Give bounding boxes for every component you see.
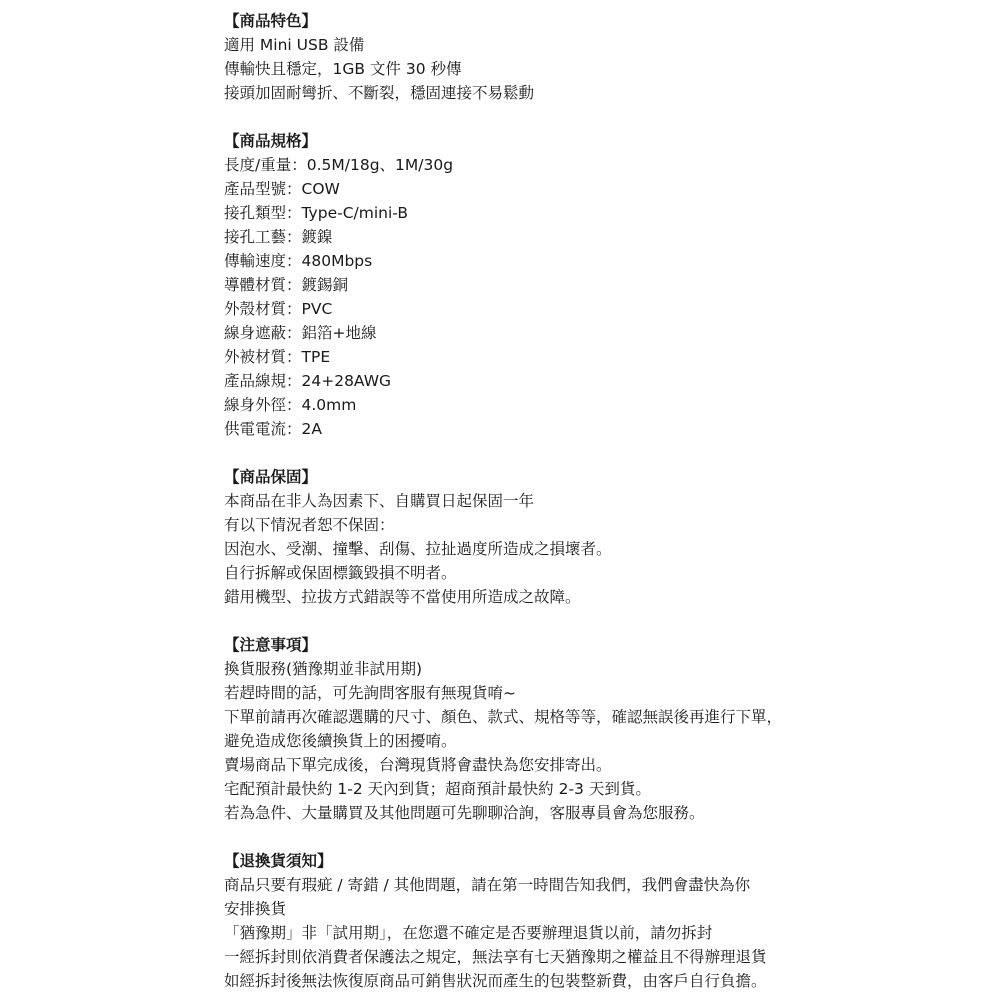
section-heading: 【退換貨須知】	[224, 852, 333, 870]
text-line: 賣場商品下單完成後，台灣現貨將會盡快為您安排寄出。	[224, 756, 612, 774]
spec-line: 外殼材質：PVC	[224, 300, 333, 318]
text-line: 有以下情況者恕不保固：	[224, 516, 395, 534]
text-line: 商品只要有瑕疵 / 寄錯 / 其他問題，請在第一時間告知我們，我們會盡快為你	[224, 876, 751, 894]
section-returns	[224, 849, 964, 993]
text-line: 「猶豫期」非「試用期」，在您還不確定是否要辦理退貨以前，請勿拆封	[224, 924, 713, 942]
text-line: 接頭加固耐彎折、不斷裂，穩固連接不易鬆動	[224, 84, 535, 102]
spec-line: 產品線規：24+28AWG	[224, 372, 392, 390]
spec-line: 產品型號：COW	[224, 180, 340, 198]
text-line: 若趕時間的話，可先詢問客服有無現貨唷~	[224, 684, 516, 702]
spec-line: 供電電流：2A	[224, 420, 322, 438]
section-features	[224, 9, 964, 105]
spec-line: 接孔工藝：鍍鎳	[224, 228, 333, 246]
section-heading: 【商品規格】	[224, 132, 318, 150]
text-line: 安排換貨	[224, 900, 287, 918]
text-line: 傳輸快且穩定，1GB 文件 30 秒傳	[224, 60, 462, 78]
section-warranty	[224, 465, 964, 609]
spec-line: 接孔類型：Type-C/mini-B	[224, 204, 408, 222]
text-line: 錯用機型、拉拔方式錯誤等不當使用所造成之故障。	[224, 588, 581, 606]
document-body	[224, 9, 964, 993]
text-line: 如經拆封後無法恢復原商品可銷售狀況而產生的包裝整新費，由客戶自行負擔。	[224, 972, 767, 990]
text-line: 一經拆封則依消費者保護法之規定，無法享有七天猶豫期之權益且不得辦理退貨	[224, 948, 767, 966]
spec-line: 外被材質：TPE	[224, 348, 331, 366]
text-line: 避免造成您後續換貨上的困擾唷。	[224, 732, 457, 750]
section-specs	[224, 129, 964, 441]
text-line: 若為急件、大量購買及其他問題可先聊聊洽詢，客服專員會為您服務。	[224, 804, 705, 822]
section-heading: 【注意事項】	[224, 636, 318, 654]
text-line: 宅配預計最快約 1-2 天內到貨；超商預計最快約 2-3 天到貨。	[224, 780, 651, 798]
text-line: 下單前請再次確認選購的尺寸、顏色、款式、規格等等，確認無誤後再進行下單，	[224, 708, 783, 726]
text-line: 適用 Mini USB 設備	[224, 36, 365, 54]
text-line: 換貨服務(猶豫期並非試用期)	[224, 660, 423, 678]
spec-line: 傳輸速度：480Mbps	[224, 252, 373, 270]
text-line: 自行拆解或保固標籤毀損不明者。	[224, 564, 457, 582]
text-line: 本商品在非人為因素下、自購買日起保固一年	[224, 492, 535, 510]
section-notes	[224, 633, 964, 825]
spec-line: 導體材質：鍍錫銅	[224, 276, 349, 294]
text-line: 因泡水、受潮、撞擊、刮傷、拉扯過度所造成之損壞者。	[224, 540, 612, 558]
section-heading: 【商品特色】	[224, 12, 318, 30]
section-heading: 【商品保固】	[224, 468, 318, 486]
spec-line: 長度/重量：0.5M/18g、1M/30g	[224, 156, 454, 174]
spec-line: 線身遮蔽：鋁箔+地線	[224, 324, 377, 342]
spec-line: 線身外徑：4.0mm	[224, 396, 357, 414]
